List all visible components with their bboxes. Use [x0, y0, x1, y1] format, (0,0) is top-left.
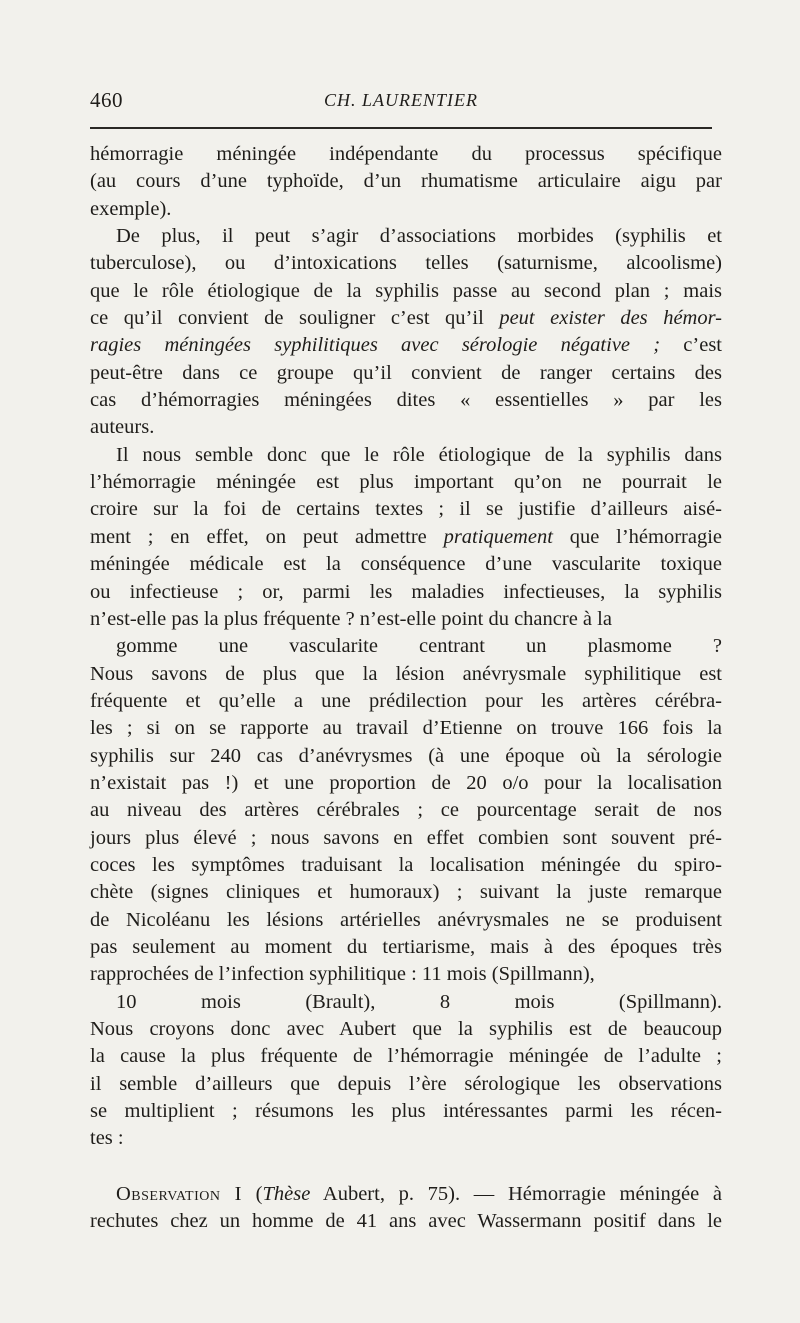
page-number: 460 — [90, 88, 123, 112]
text-run: jours plus élevé ; nous savons en effet combien sont souvent pré- — [90, 826, 722, 849]
text-run: syphilis sur 240 cas d’anévrysmes (à une époque où la sérologie — [90, 744, 722, 767]
text-line — [90, 442, 722, 469]
text-run: que le rôle étiologique de la syphilis passe au second plan ; mais — [90, 279, 722, 302]
text-run: de Nicoléanu les lésions artérielles anévrysmales ne se produisent — [90, 908, 722, 931]
text-line — [90, 715, 722, 742]
italic-run: pratiquement — [443, 525, 553, 548]
text-run: ce qu’il convient de souligner c’est qu’il — [90, 307, 500, 330]
text-run: fréquente et qu’elle a une prédilection pour les artères cérébra- — [90, 689, 722, 712]
observation-label: Observation I — [116, 1183, 242, 1205]
text-line — [90, 633, 722, 660]
text-run: coces les symptômes traduisant la localisation méningée du spiro- — [90, 853, 722, 876]
text-run: De plus, il peut s’agir d’associations morbides (syphilis et — [116, 225, 722, 248]
observation-ref-title: Thèse — [262, 1183, 311, 1205]
text-run: se multiplient ; résumons les plus intéressantes parmi les récen- — [90, 1100, 722, 1123]
italic-run: peut exister des hémor- — [499, 307, 722, 330]
text-run: n’est-elle pas la plus fréquente ? n’est-elle point du chancre à la — [90, 607, 612, 630]
text-line — [90, 250, 722, 277]
body-text — [90, 141, 722, 1153]
text-run: méningée médicale est la conséquence d’une vascularite toxique — [90, 553, 722, 576]
text-run: 10 mois (Brault), 8 mois (Spillmann). — [116, 990, 722, 1013]
text-run: rapprochées de l’infection syphilitique : 11 mois (Spillmann), — [90, 963, 595, 986]
text-line — [90, 469, 722, 496]
text-run: auteurs. — [90, 416, 155, 439]
text-line — [90, 606, 722, 633]
text-run: Il nous semble donc que le rôle étiologique de la syphilis dans — [116, 443, 722, 466]
text-run: au niveau des artères cérébrales ; ce pourcentage serait de nos — [90, 799, 722, 822]
text-line — [90, 879, 722, 906]
text-run: que l’hémorragie — [552, 525, 723, 548]
text-line — [90, 223, 722, 250]
text-line — [90, 278, 722, 305]
text-run: Nous croyons donc avec Aubert que la syphilis est de beaucoup — [90, 1018, 722, 1040]
text-line — [90, 524, 722, 551]
text-run: pas seulement au moment du tertiarisme, mais à des époques très — [90, 935, 722, 958]
observation-line: rechutes chez un homme de 41 ans avec Wassermann positif dans le — [90, 1210, 722, 1232]
text-run: (au cours d’une typhoïde, d’un rhumatisme articulaire aigu par — [90, 170, 722, 193]
text-line — [90, 743, 722, 770]
page-header — [90, 88, 712, 118]
text-line — [90, 1043, 722, 1070]
text-line — [90, 797, 722, 824]
observation-heading — [90, 1181, 722, 1235]
text-run: cas d’hémorragies méningées dites « essentielles » par les — [90, 389, 722, 412]
text-line — [90, 1098, 722, 1125]
text-line — [90, 360, 722, 387]
text-line — [90, 196, 722, 223]
header-rule — [90, 127, 712, 129]
text-run: l’hémorragie méningée est plus important qu’on ne pourrait le — [90, 471, 722, 494]
text-line — [90, 1071, 722, 1098]
text-line — [90, 496, 722, 523]
text-line — [90, 934, 722, 961]
observation-ref: Aubert, p. 75). — Hémorragie méningée à — [310, 1183, 722, 1205]
text-line — [90, 907, 722, 934]
text-line — [90, 305, 722, 332]
text-run: gomme une vascularite centrant un plasmome ? — [116, 635, 722, 658]
observation-paren: ( — [242, 1183, 263, 1205]
text-run: tes : — [90, 1127, 124, 1150]
observation-line — [90, 1181, 722, 1208]
text-line — [90, 414, 722, 441]
text-line — [90, 770, 722, 797]
text-line — [90, 1016, 722, 1043]
text-run: les ; si on se rapporte au travail d’Etienne on trouve 166 fois la — [90, 717, 722, 740]
text-line — [90, 661, 722, 688]
text-run: ment ; en effet, on peut admettre — [90, 525, 444, 548]
text-run: Nous savons de plus que la lésion anévrysmale syphilitique est — [90, 662, 722, 685]
text-run: c’est — [660, 334, 722, 357]
text-line — [90, 551, 722, 578]
text-run: croire sur la foi de certains textes ; il se justifie d’ailleurs aisé- — [90, 498, 722, 521]
text-line — [90, 688, 722, 715]
text-line — [90, 961, 722, 988]
text-line — [90, 387, 722, 414]
text-run: exemple). — [90, 197, 172, 220]
text-run: n’existait pas !) et une proportion de 20 o/o pour la localisation — [90, 771, 722, 794]
text-line — [90, 579, 722, 606]
text-run: ou infectieuse ; or, parmi les maladies infectieuses, la syphilis — [90, 580, 722, 603]
running-head: CH. LAURENTIER — [323, 90, 478, 110]
italic-run: ragies méningées syphilitiques avec sérologie négative ; — [90, 334, 661, 357]
text-run: hémorragie méningée indépendante du processus spécifique — [90, 143, 722, 165]
text-run: la cause la plus fréquente de l’hémorragie méningée de l’adulte ; — [90, 1045, 722, 1068]
text-line — [90, 168, 722, 195]
text-run: chète (signes cliniques et humoraux) ; suivant la juste remarque — [90, 881, 722, 904]
text-run: tuberculose), ou d’intoxications telles (saturnisme, alcoolisme) — [90, 252, 722, 275]
text-run: il semble d’ailleurs que depuis l’ère sérologique les observations — [90, 1072, 722, 1095]
text-line — [90, 1125, 722, 1152]
text-line — [90, 852, 722, 879]
text-line — [90, 825, 722, 852]
text-line — [90, 989, 722, 1016]
text-run: peut-être dans ce groupe qu’il convient de ranger certains des — [90, 361, 722, 384]
text-line — [90, 332, 722, 359]
text-line — [90, 141, 722, 168]
